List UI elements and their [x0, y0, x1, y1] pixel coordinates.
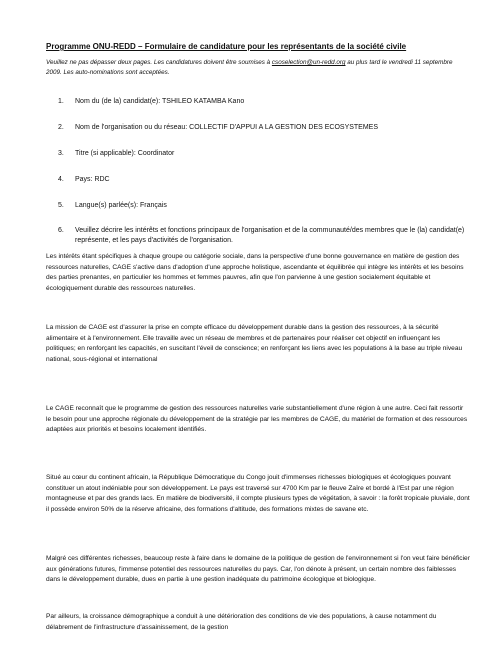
- question-text: Nom de l'organisation ou du réseau: COLLECTIF D'APPUI A LA GESTION DES ECOSYSTEMES: [75, 124, 379, 131]
- question-text: Langue(s) parlée(s): Français: [75, 202, 167, 209]
- email-link[interactable]: csoselection@un-redd.org: [271, 59, 346, 66]
- answer-paragraph-2: La mission de CAGE est d'assurer la prise en compte efficace du développement durable dans la gestion des ressources, à la sécurité alimentaire et à l'environnement. Elle travaille avec un réseau de membres et de partenaires pour réaliser cet objectif en influençant les politiques; en renforçant les capacités, en suscitant l'éveil de conscience; en renforçant les liens avec les populations à la base au triple niveau national, sous-régional et international: [46, 324, 463, 363]
- question-number: 4.: [58, 176, 64, 183]
- question-6: [58, 226, 476, 246]
- answer-paragraph-5: Malgré ces différentes richesses, beaucoup reste à faire dans le domaine de la politique de gestion de l'environnement si l'on veut faire bénéficier aux générations futures, l'immense potentiel des ressources naturelles du pays. Car, l'on dénote à présent, un certain nombre des faiblesses dans le développement durable, dues en partie à une gestion inadéquate du patrimoine écologique et biologique.: [46, 555, 470, 584]
- answer-paragraph-4: Situé au cœur du continent africain, la République Démocratique du Congo jouit d'immenses richesses biologiques et écologiques pouvant constituer un atout indéniable pour son développement. Le pays est traversé sur 4700 Km par le fleuve Zaïre et bordé à l'Est par une région montagneuse et par des grands lacs. En matière de biodiversité, il compte plusieurs types de végétation, à savoir : la forêt tropicale pluviale, dont il possède environ 50% de la réserve africaine, des formations d'altitude, des formations mixtes de savane etc.: [46, 474, 470, 513]
- question-2: [58, 124, 378, 131]
- question-4: [58, 176, 110, 183]
- submission-notice: [46, 58, 466, 78]
- document-title: Programme ONU-REDD – Formulaire de candidature pour les représentants de la société civile: [46, 42, 407, 51]
- question-text: Nom du (de la) candidat(e): TSHILEO KATAMBA Kano: [75, 98, 245, 105]
- question-number: 5.: [58, 202, 64, 209]
- question-number: 2.: [58, 124, 64, 131]
- answer-paragraph-6: Par ailleurs, la croissance démographique a conduit à une détérioration des conditions de vie des populations, à cause notamment du délabrement de l'infrastructure d'assainissement, de la gestion: [46, 613, 437, 631]
- question-number: 1.: [58, 98, 64, 105]
- question-1: [58, 98, 244, 105]
- question-text: Veuillez décrire les intérêts et fonctions principaux de l'organisation et de la communauté/des membres que le (la) candidat(e) représente, et les pays d'activités de l'organisation.: [75, 227, 465, 244]
- answer-paragraph-3: Le CAGE reconnaît que le programme de gestion des ressources naturelles varie substantiellement d'une région à une autre. Ceci fait ressortir le besoin pour une approche régionale du développement de la stratégie par les membres de CAGE, du matériel de formation et des ressources adaptées aux priorités et besoins localement identifiés.: [46, 405, 468, 434]
- question-5: [58, 202, 167, 209]
- notice-text-after: au plus tard le vendredi 11 septembre 2009. Les auto-nominations sont acceptées.: [46, 59, 453, 76]
- answer-paragraph-1: Les intérêts étant spécifiques à chaque groupe ou catégorie sociale, dans la perspective d'une bonne gouvernance en matière de gestion des ressources naturelles, CAGE s'active dans d'adoption d'une approche holistique, ascendante et équilibrée qui intègre les intérêts et les besoins des parties prenantes, en particulier les hommes et femmes pauvres, afin que l'on parvienne à une gestion socialement équitable et écologiquement durable des ressources naturelles.: [46, 253, 464, 292]
- question-number: 3.: [58, 150, 64, 157]
- question-text: Titre (si applicable): Coordinator: [75, 150, 175, 157]
- notice-text-before: Veuillez ne pas dépasser deux pages. Les candidatures doivent être soumises à: [46, 59, 272, 66]
- question-text: Pays: RDC: [75, 176, 110, 183]
- question-3: [58, 150, 174, 157]
- question-number: 6.: [58, 227, 64, 234]
